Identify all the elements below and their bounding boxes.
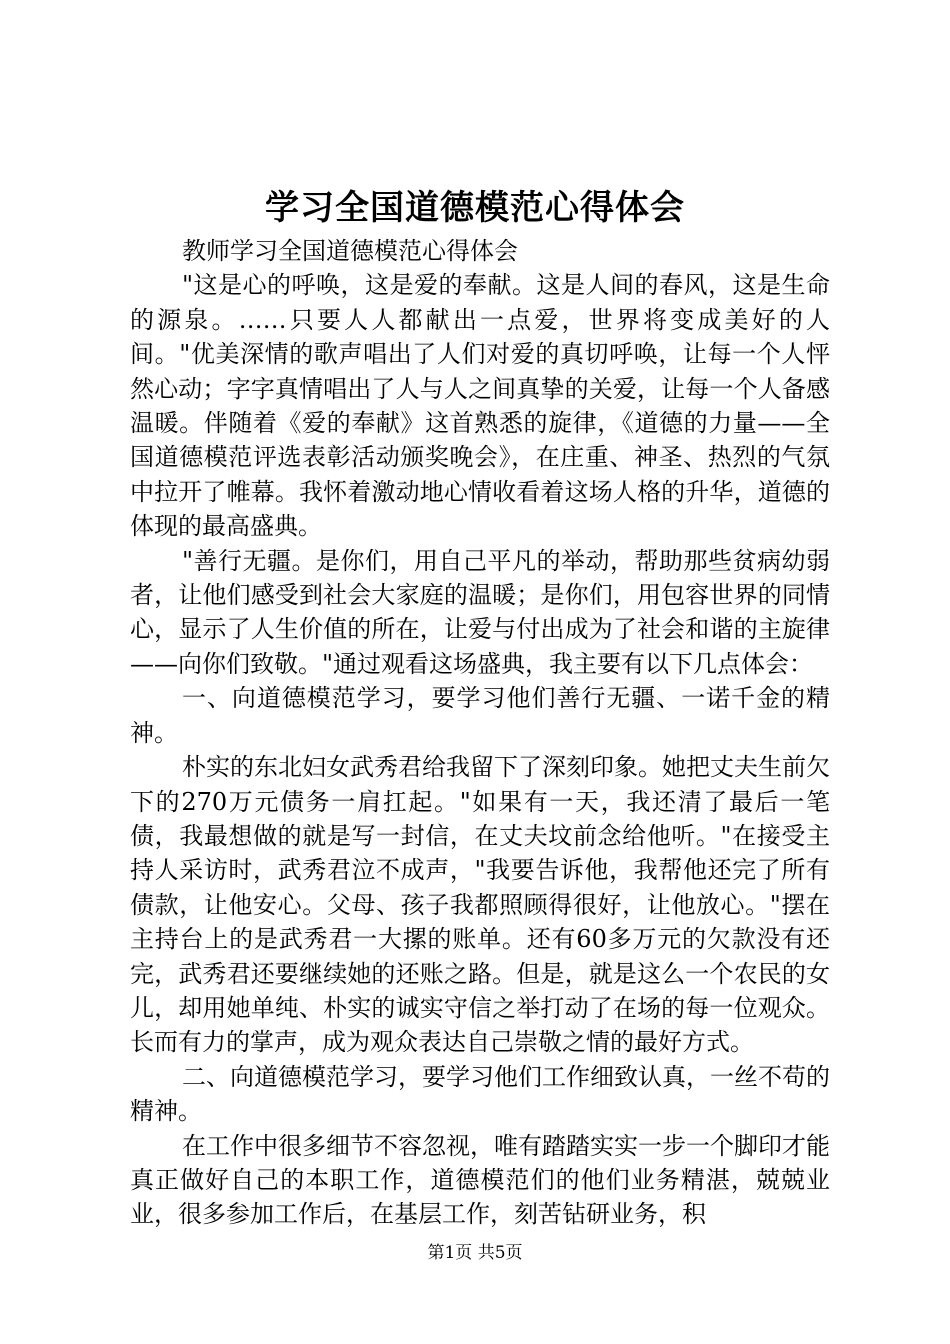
paragraph: "这是心的呼唤，这是爱的奉献。这是人间的春风，这是生命的源泉。……只要人人都献出一点爱，世界将变成美好的人间。"优美深情的歌声唱出了人们对爱的真切呼唤，让每一个人怦然心动；字字真情唱出了人与人之间真挚的关爱，让每一个人备感温暖。伴随着《爱的奉献》这首熟悉的旋律，《道德的力量——全国道德模范评选表彰活动颁奖晚会》，在庄重、神圣、热烈的气氛中拉开了帷幕。我怀着激动地心情收看着这场人格的升华，道德的体现的最高盛典。 [130,271,830,541]
subtitle-paragraph: 教师学习全国道德模范心得体会 [182,237,518,265]
paragraph: 朴实的东北妇女武秀君给我留下了深刻印象。她把丈夫生前欠下的270万元债务一肩扛起。"如果有一天，我还清了最后一笔债，我最想做的就是写一封信，在丈夫坟前念给他听。"在接受主持人采访时，武秀君泣不成声，"我要告诉他，我帮他还完了所有债款，让他安心。父母、孩子我都照顾得很好，让他放心。"摆在主持台上的是武秀君一大摞的账单。还有60多万元的欠款没有还完，武秀君还要继续她的还账之路。但是，就是这么一个农民的女儿，却用她单纯、朴实的诚实守信之举打动了在场的每一位观众。长而有力的掌声，成为观众表达自己崇敬之情的最好方式。 [130,753,830,1057]
paragraph: 在工作中很多细节不容忽视，唯有踏踏实实一步一个脚印才能真正做好自己的本职工作，道德模范们的他们业务精湛，兢兢业业，很多参加工作后，在基层工作，刻苦钻研业务，积 [130,1131,830,1229]
document-body [130,234,830,1232]
section-heading: 二、向道德模范学习，要学习他们工作细致认真，一丝不苟的精神。 [130,1062,830,1126]
paragraph: "善行无疆。是你们，用自己平凡的举动，帮助那些贫病幼弱者，让他们感受到社会大家庭的温暖；是你们，用包容世界的同情心，显示了人生价值的所在，让爱与付出成为了社会和谐的主旋律——向你们致敬。"通过观看这场盛典，我主要有以下几点体会： [130,546,830,678]
section-heading: 一、向道德模范学习，要学习他们善行无疆、一诺千金的精神。 [130,684,830,747]
page-number-footer: 第1页 共5页 [427,1243,523,1263]
document-title: 学习全国道德模范心得体会 [265,188,685,228]
